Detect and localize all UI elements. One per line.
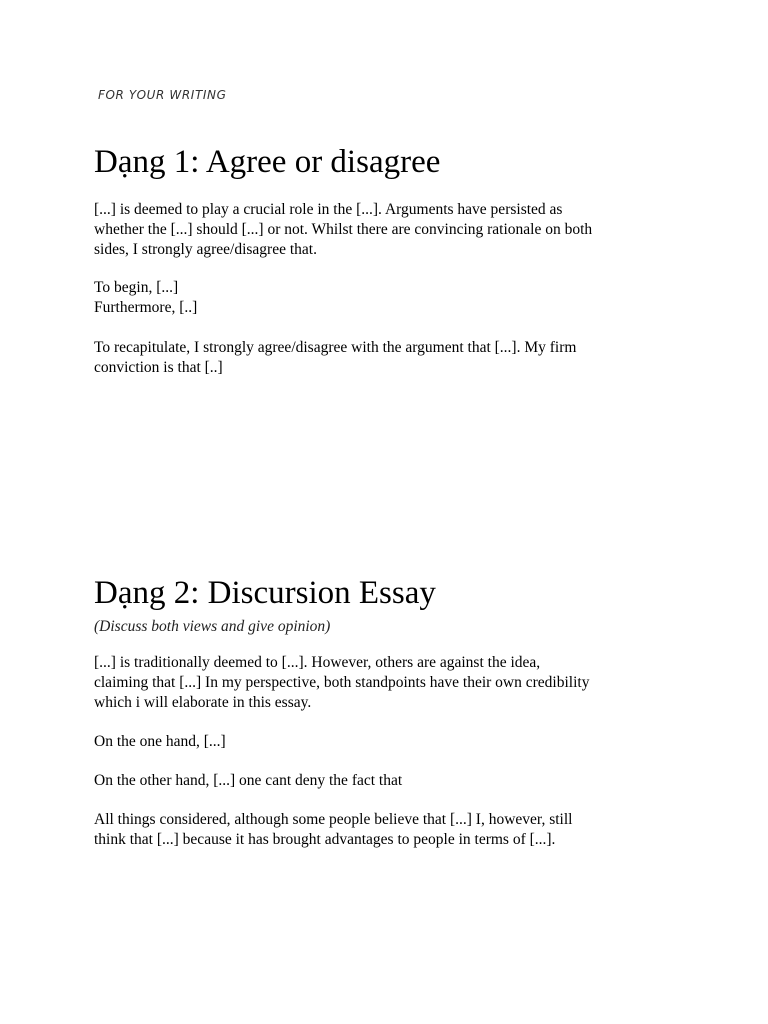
section-agree-disagree xyxy=(94,138,694,378)
section-heading: Dạng 2: Discursion Essay xyxy=(94,575,436,611)
conclusion-paragraph: To recapitulate, I strongly agree/disagree with the argument that [...]. My firm conviction is that [..] xyxy=(94,339,577,376)
section-subtitle: (Discuss both views and give opinion) xyxy=(94,618,331,635)
section-heading: Dạng 1: Agree or disagree xyxy=(94,144,441,180)
section-discursion-essay xyxy=(94,569,694,850)
body-paragraph: To begin, [...] Furthermore, [..] xyxy=(94,279,198,316)
intro-paragraph: [...] is deemed to play a crucial role in the [...]. Arguments have persisted as whether the [...] should [...] or not. Whilst there are convincing rationale on both sides, I strongly agree/disagree that. xyxy=(94,201,593,258)
intro-paragraph: [...] is traditionally deemed to [...]. However, others are against the idea, claiming that [...] In my perspective, both standpoints have their own credibility which i will elaborate in this essay. xyxy=(94,654,590,711)
body-paragraph-one-hand: On the one hand, [...] xyxy=(94,733,226,750)
conclusion-paragraph: All things considered, although some people believe that [...] I, however, still think that [...] because it has brought advantages to people in terms of [...]. xyxy=(94,811,573,848)
header-label: FOR YOUR WRITING xyxy=(98,88,227,102)
body-paragraph-other-hand: On the other hand, [...] one cant deny the fact that xyxy=(94,772,403,789)
